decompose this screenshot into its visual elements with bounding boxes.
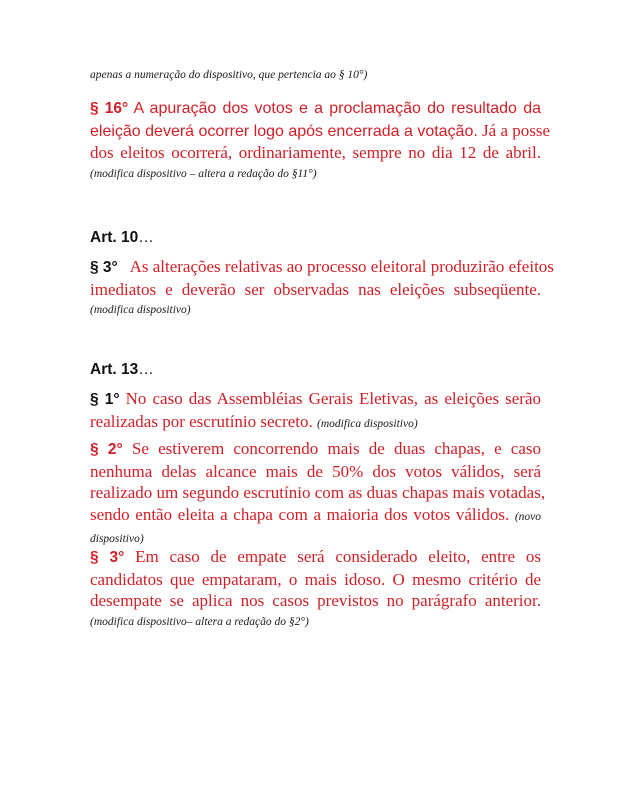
article-13-paragraph-2-line-1: § 2° Se estiverem concorrendo mais de duas chapas, e caso xyxy=(90,439,542,458)
article-13-paragraph-3 xyxy=(90,546,541,632)
article-13-paragraph-2-line-2: nenhuma delas alcance mais de 50% dos votos válidos, será xyxy=(90,461,541,481)
paragraph-16-line-2: eleição deverá ocorrer logo após encerrada a votação. Já a posse xyxy=(90,120,551,140)
article-10-heading: Art. 10… xyxy=(90,229,154,246)
article-13-paragraph-2-note: dispositivo) xyxy=(90,533,144,545)
article-13-paragraph-3-mark: § 3° xyxy=(90,549,125,566)
article-13-paragraph-1-note: (modifica dispositivo) xyxy=(317,417,418,430)
paragraph-16-note: (modifica dispositivo – altera a redação do §11°) xyxy=(90,167,317,180)
paragraph-16 xyxy=(90,98,551,184)
paragraph-16-mark: § 16° xyxy=(90,100,129,117)
article-13-paragraph-3-note: (modifica dispositivo– altera a redação do §2°) xyxy=(90,615,309,628)
article-10-paragraph-3-line-1: § 3° As alterações relativas ao processo eleitoral produzirão efeitos xyxy=(90,257,554,276)
article-10-paragraph-3-line-2: imediatos e deverão ser observadas nas eleições subseqüente. xyxy=(90,279,541,299)
continuation-note: apenas a numeração do dispositivo, que pertencia ao § 10°) xyxy=(90,69,368,81)
article-13-paragraph-1 xyxy=(90,388,541,435)
article-13-heading: Art. 13… xyxy=(90,361,154,378)
paragraph-16-line-3: dos eleitos ocorrerá, ordinariamente, sempre no dia 12 de abril. xyxy=(90,143,541,162)
article-13-paragraph-1-line-2: realizadas por escrutínio secreto. (modifica dispositivo) xyxy=(90,411,418,431)
article-13-paragraph-2-mark: § 2° xyxy=(90,441,123,458)
article-13-paragraph-2-line-3: realizado um segundo escrutínio com as duas chapas mais votadas, xyxy=(90,483,546,502)
article-10-paragraph-3 xyxy=(90,256,554,320)
article-13-paragraph-1-line-1: § 1° No caso das Assembléias Gerais Eletivas, as eleições serão xyxy=(90,389,542,408)
article-13-paragraph-3-line-1: § 3° Em caso de empate será considerado eleito, entre os xyxy=(90,547,542,566)
article-13-paragraph-3-line-2: candidatos que empataram, o mais idoso. O mesmo critério de xyxy=(90,569,541,589)
article-13-paragraph-2 xyxy=(90,438,546,550)
article-10-paragraph-3-note: (modifica dispositivo) xyxy=(90,304,191,316)
article-13-paragraph-3-line-3: desempate se aplica nos casos previstos no parágrafo anterior. xyxy=(90,591,541,610)
article-13-paragraph-1-mark: § 1° xyxy=(90,391,120,408)
paragraph-16-line-1: § 16° A apuração dos votos e a proclamação do resultado da xyxy=(90,100,541,117)
article-10-paragraph-3-mark: § 3° xyxy=(90,259,118,276)
article-13-paragraph-2-line-4: sendo então eleita a chapa com a maioria dos votos válidos. (novo xyxy=(90,504,542,524)
